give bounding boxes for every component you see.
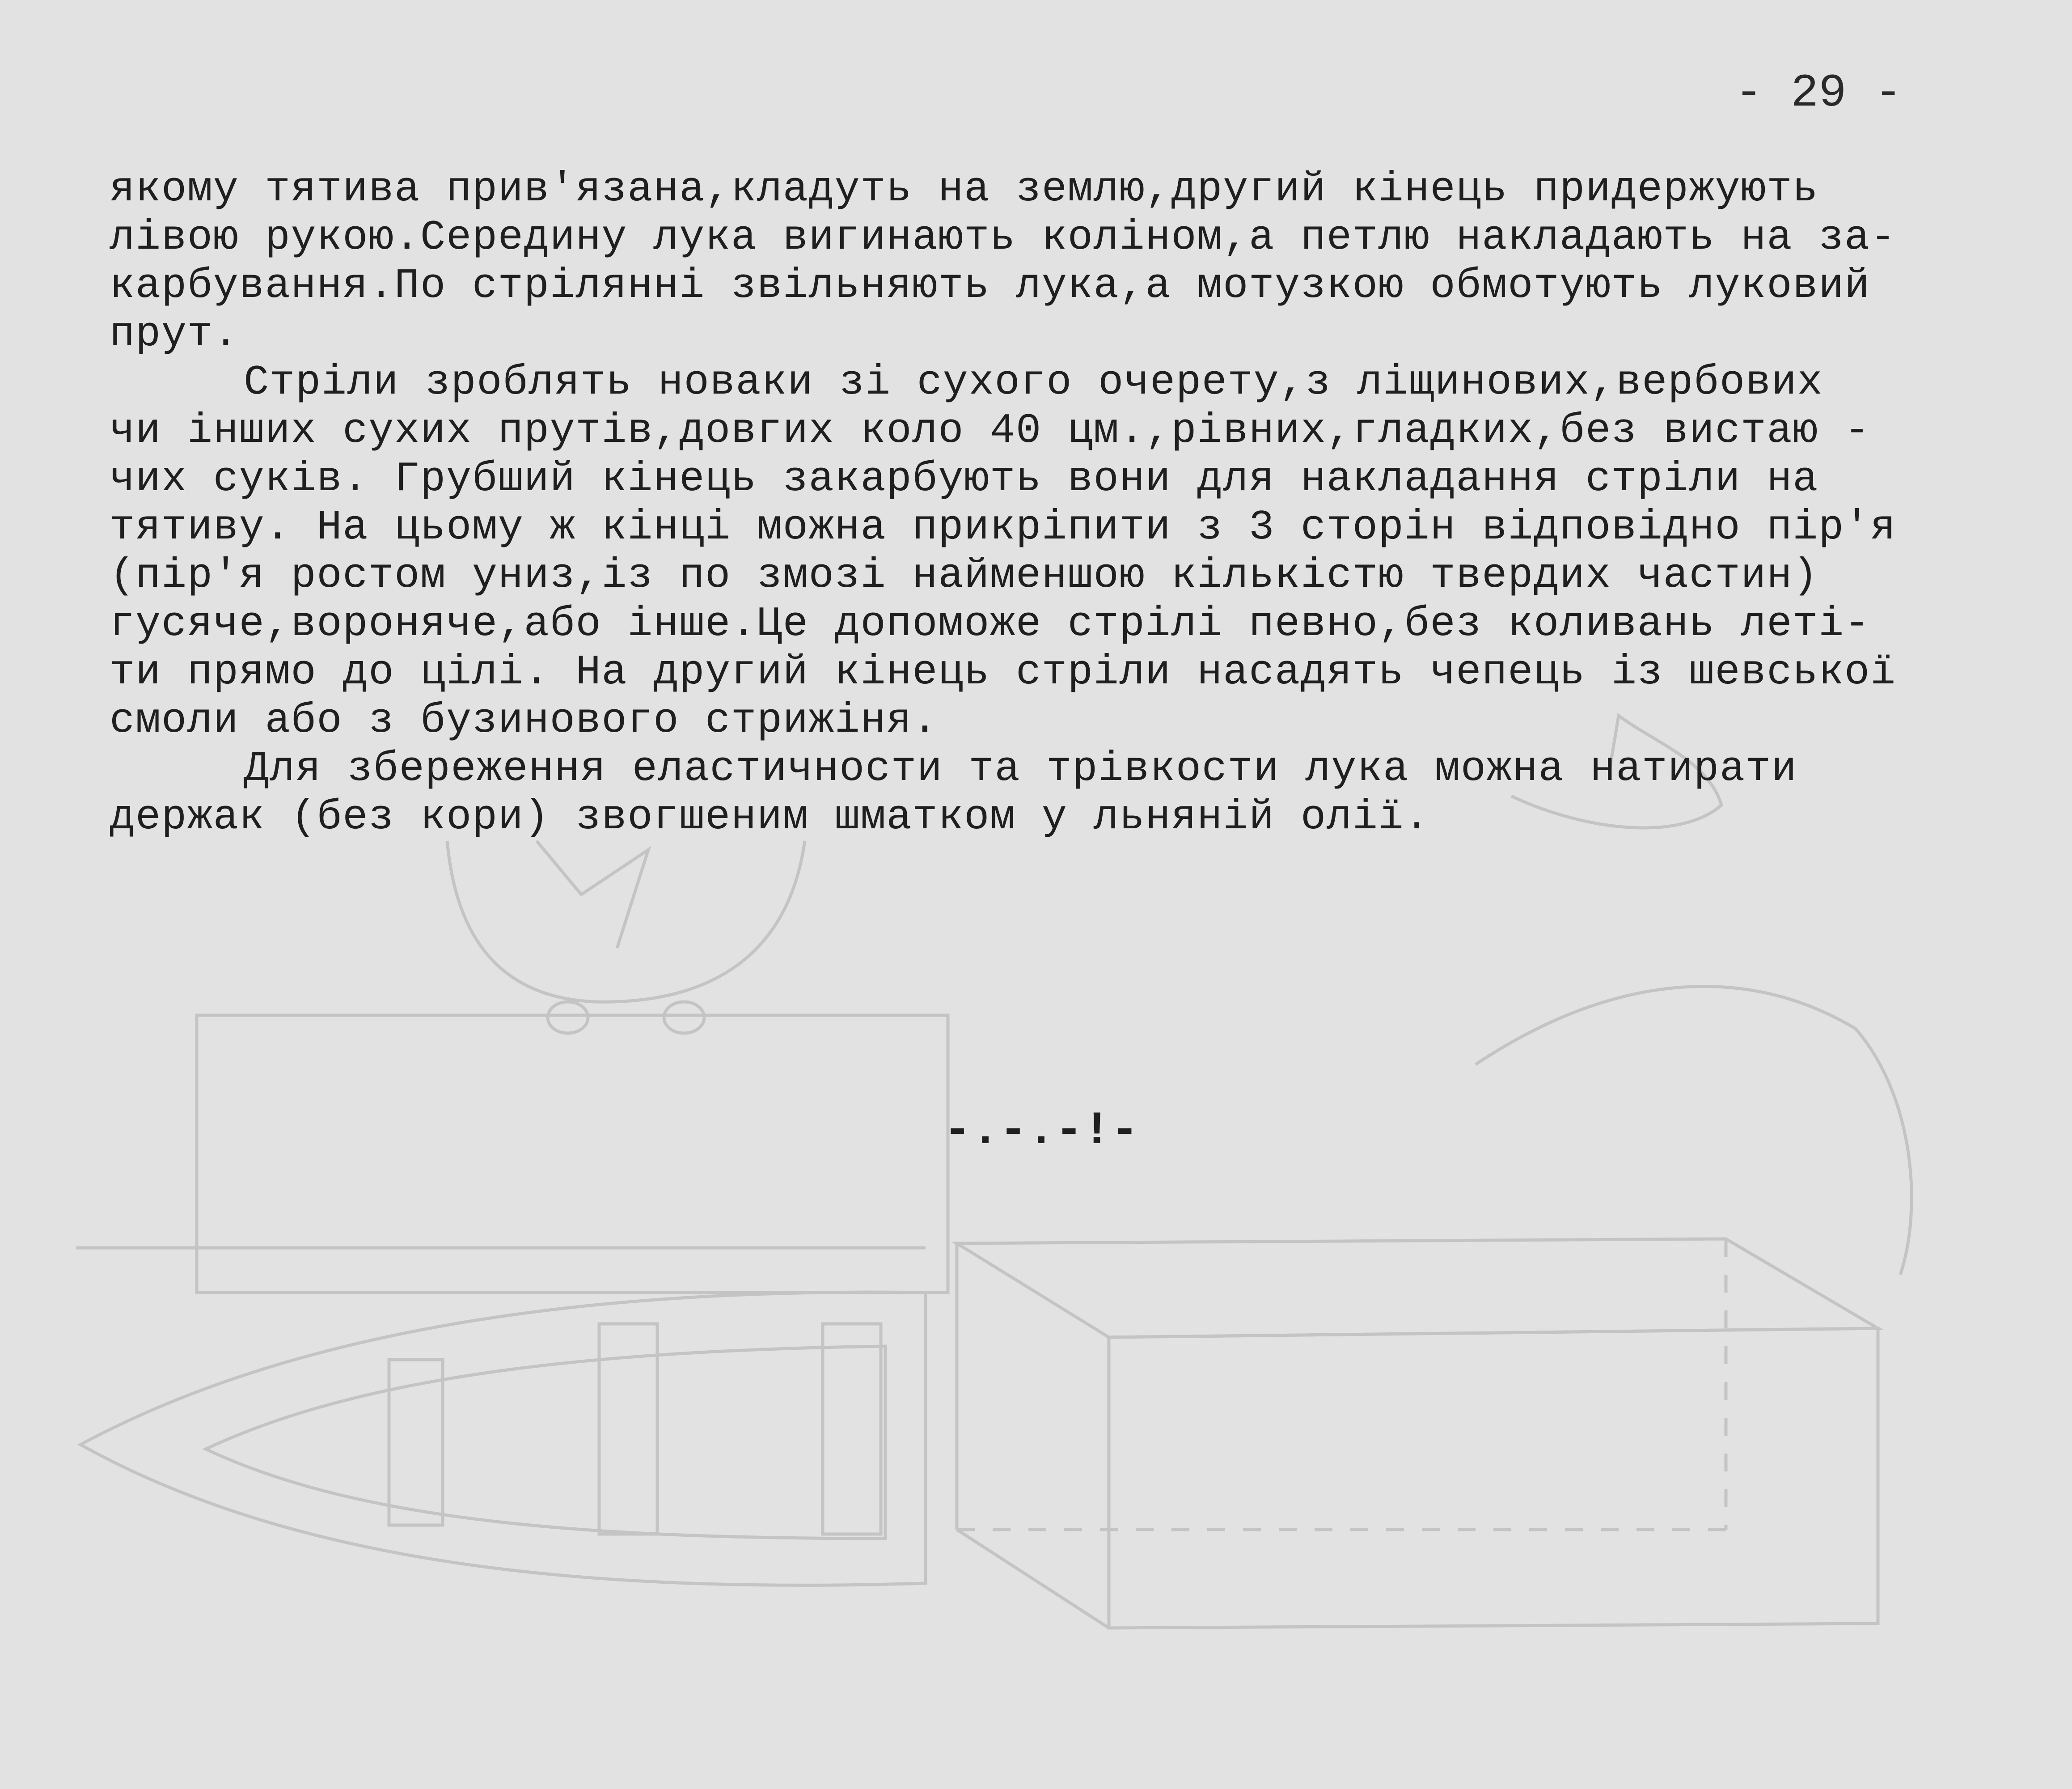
text-line: смоли або з бузинового стрижіня. — [110, 697, 939, 745]
bleed-box-bottom-edge — [957, 1530, 1109, 1628]
bleed-box-front — [957, 1239, 1878, 1337]
text-line: якому тятива прив'язана,кладуть на землю,другий кінець придержують — [110, 166, 1819, 213]
text-line: Для збереження еластичности та трівкости лука можна натирати — [244, 746, 1797, 793]
bleed-sketch-left-inner — [537, 841, 648, 948]
text-line: Стріли зроблять новаки зі сухого очерету,з ліщинових,вербових — [244, 359, 1823, 407]
bleed-sketch-right-2 — [1476, 987, 1911, 1275]
section-separator: -.-.-!- — [943, 1105, 1139, 1157]
bleed-boat-inner — [206, 1346, 885, 1539]
page-number: - 29 - — [1735, 67, 1903, 120]
text-line: гусяче,вороняче,або інше.Це допоможе стрілі певно,без коливань леті- — [110, 601, 1870, 648]
text-line: карбування.По стрілянні звільняють лука,а мотузкою обмотують луковий — [110, 263, 1870, 310]
text-line: держак (без кори) звогшеним шматком у льняній олії. — [110, 794, 1430, 841]
body-text — [110, 165, 2014, 842]
text-line: тятиву. На цьому ж кінці можна прикріпити з 3 сторін відповідно пір'я — [110, 504, 1896, 551]
text-line: чи інших сухих прутів,довгих коло 40 цм.,рівних,гладких,без вистаю - — [110, 407, 1870, 455]
bleed-frame — [197, 1015, 948, 1293]
bleed-wheel-2 — [664, 1002, 704, 1033]
text-line: ти прямо до цілі. На другий кінець стріли насадять чепець із шевської — [110, 649, 1896, 696]
text-line: чих суків. Грубший кінець закарбують вони для накладання стріли на — [110, 456, 1819, 503]
bleed-boat-outline — [80, 1292, 926, 1585]
bleed-wheel-1 — [548, 1002, 588, 1033]
bleed-box-front-face — [1109, 1328, 1878, 1628]
text-line: (пір'я ростом униз,із по змозі найменшою кількістю твердих частин) — [110, 552, 1819, 600]
bleed-boat-band-3 — [823, 1324, 881, 1534]
text-line: лівою рукою.Середину лука вигинають коліном,а петлю накладають на за- — [110, 214, 1896, 262]
text-line: прут. — [110, 311, 239, 358]
